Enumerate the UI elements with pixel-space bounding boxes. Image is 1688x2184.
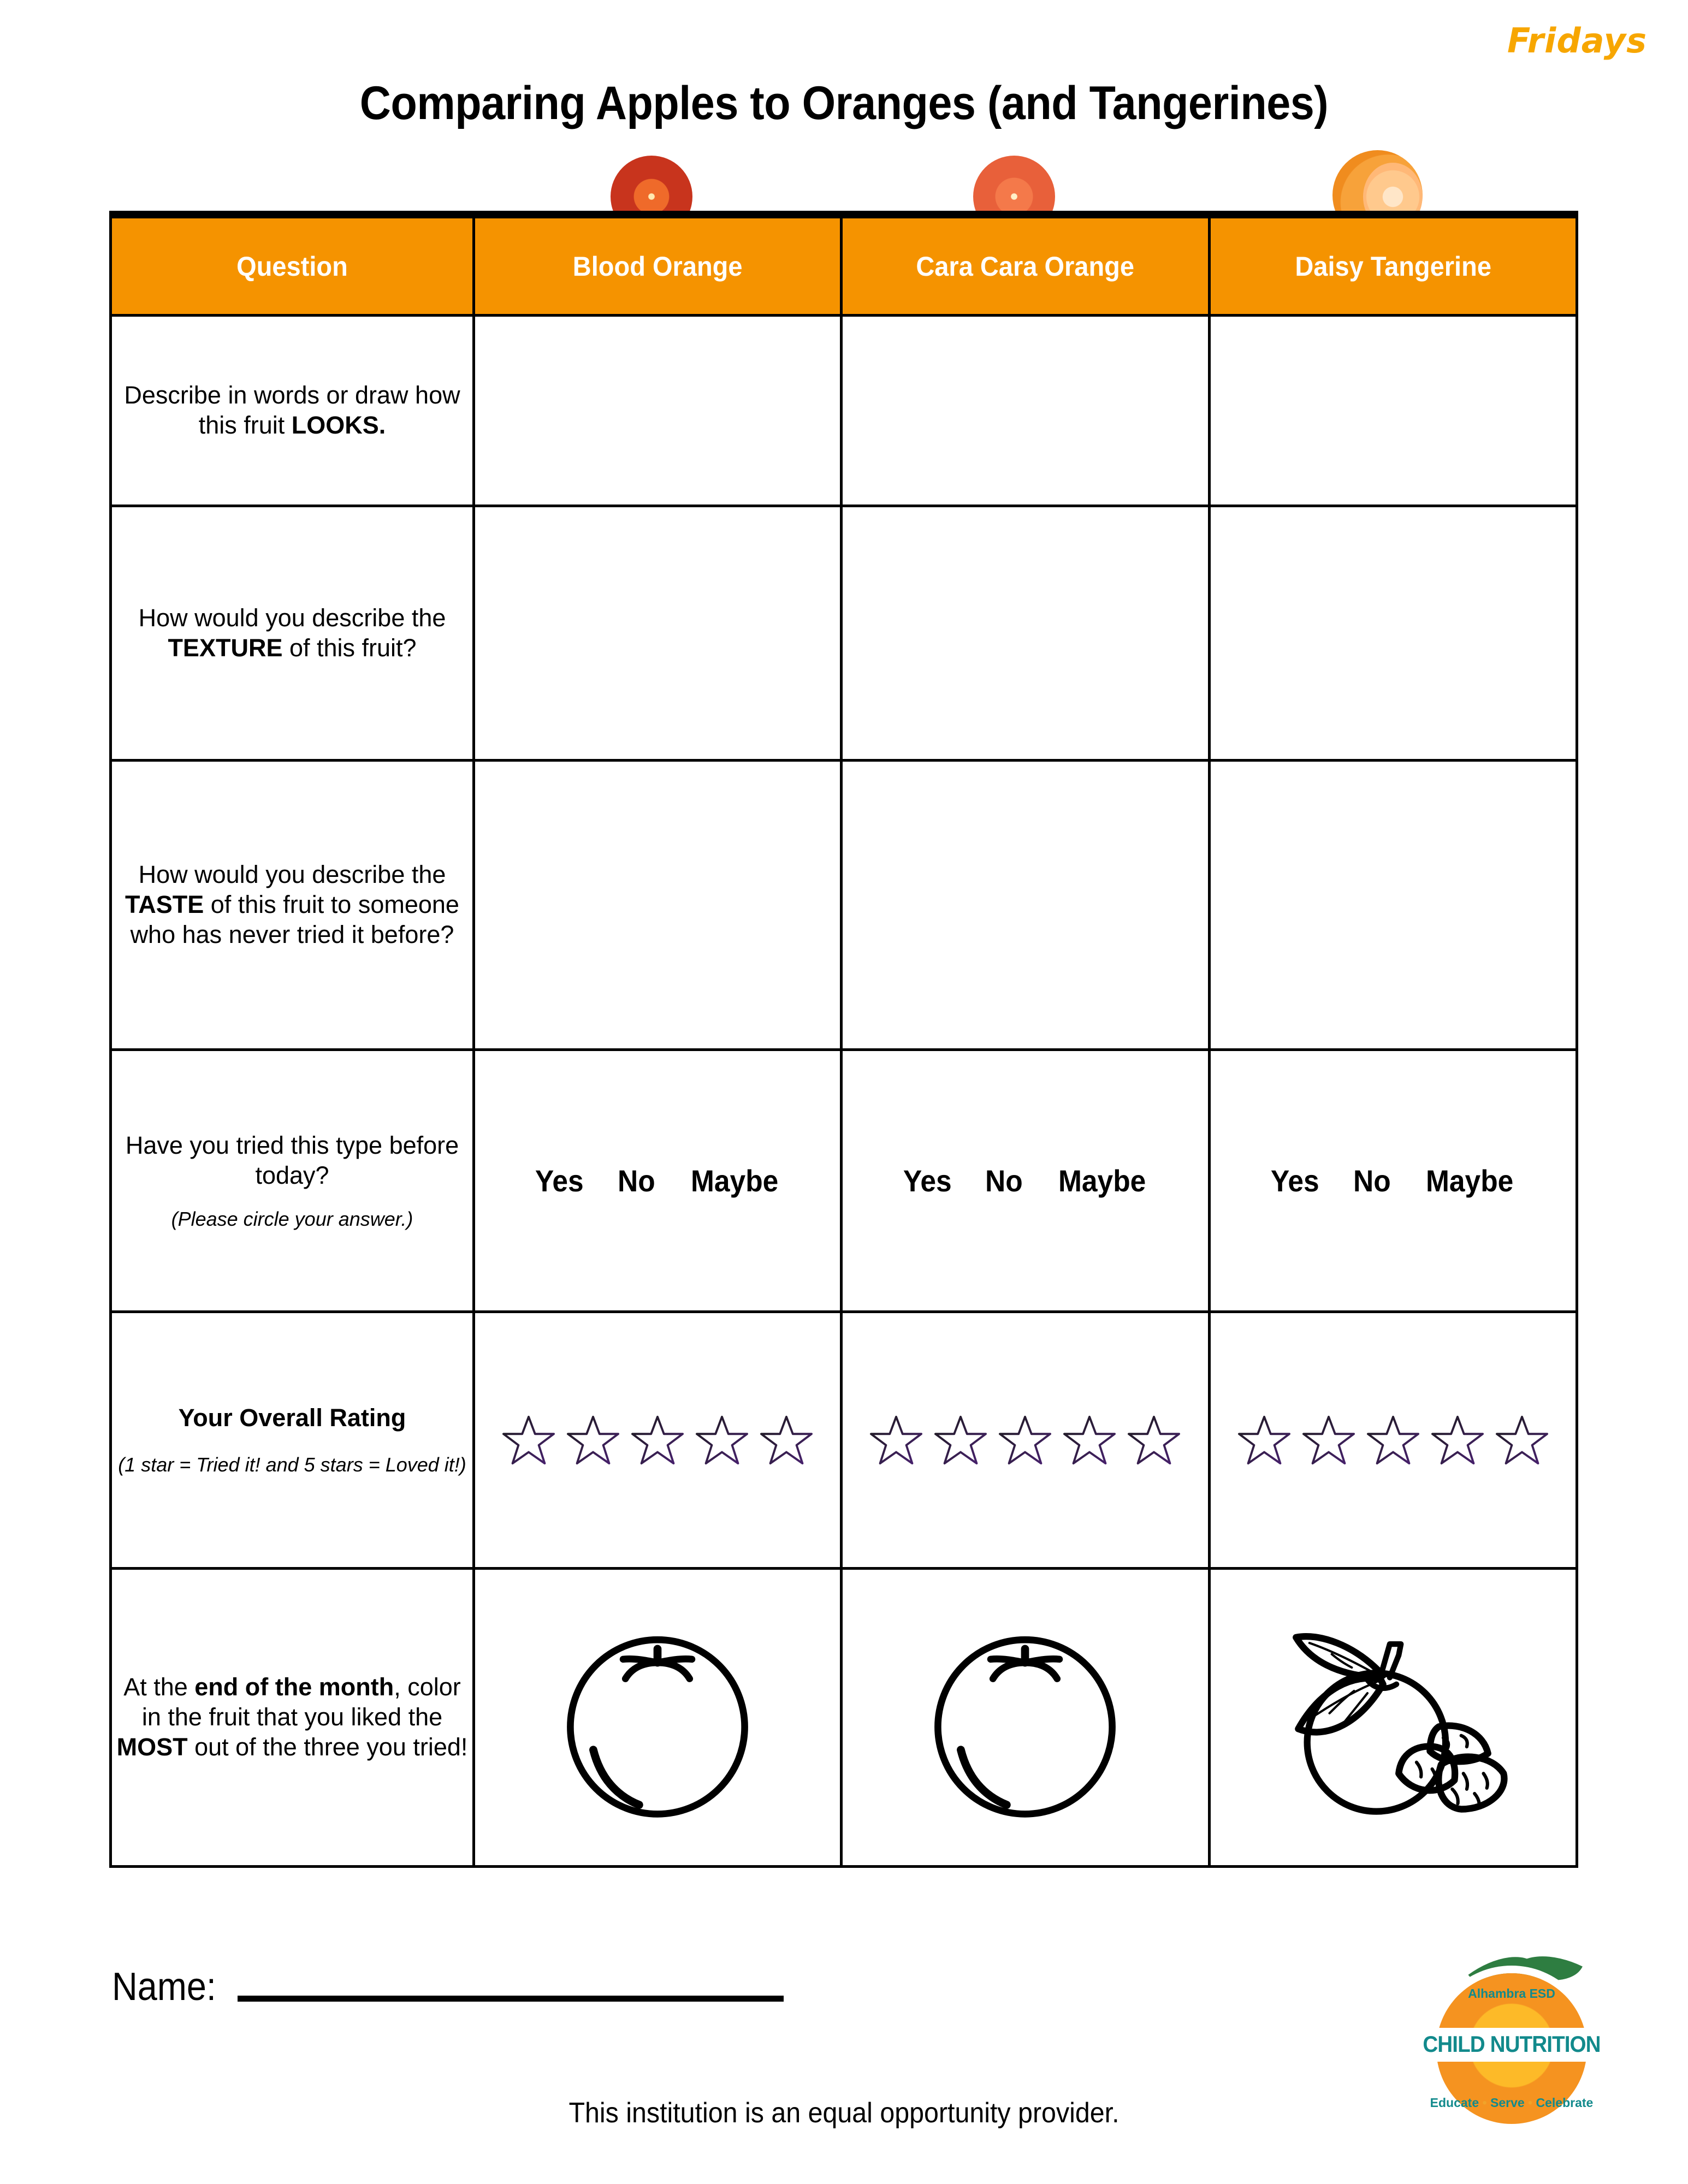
table-row-texture <box>111 506 1577 761</box>
logo-tagline: Educate • Serve • Celebrate <box>1430 2096 1594 2110</box>
choice-group-cara-cara-orange <box>843 1163 1207 1198</box>
star-outline-icon[interactable] <box>694 1414 750 1467</box>
answer-rating-cara-cara-orange[interactable] <box>842 1312 1209 1569</box>
orange-outline-drawing <box>475 1603 840 1832</box>
answer-looks-daisy-tangerine[interactable] <box>1209 316 1577 506</box>
table-header-row <box>111 215 1577 316</box>
column-header-daisy-tangerine: Daisy Tangerine <box>1209 215 1577 316</box>
star-outline-icon[interactable] <box>997 1414 1053 1467</box>
table-row-color-favorite <box>111 1569 1577 1867</box>
answer-taste-blood-orange[interactable] <box>474 761 842 1050</box>
logo-tagline-serve: Serve <box>1490 2096 1525 2110</box>
answer-tried-before-daisy-tangerine[interactable] <box>1209 1050 1577 1312</box>
choice-yes[interactable]: Yes <box>1270 1164 1319 1198</box>
answer-rating-blood-orange[interactable] <box>474 1312 842 1569</box>
logo-district-label: Alhambra ESD <box>1468 1986 1555 2001</box>
question-overall-rating-text: Your Overall Rating <box>178 1404 406 1432</box>
column-header-cara-cara-orange: Cara Cara Orange <box>842 215 1209 316</box>
star-outline-icon[interactable] <box>1301 1414 1357 1467</box>
answer-tried-before-cara-cara-orange[interactable] <box>842 1050 1209 1312</box>
answer-looks-cara-cara-orange[interactable] <box>842 316 1209 506</box>
answer-color-daisy-tangerine[interactable] <box>1209 1569 1577 1867</box>
choice-no[interactable]: No <box>617 1164 655 1198</box>
star-outline-icon[interactable] <box>1126 1414 1182 1467</box>
choice-group-daisy-tangerine <box>1211 1163 1576 1198</box>
question-tried-before-note: (Please circle your answer.) <box>171 1207 413 1230</box>
answer-color-blood-orange[interactable] <box>474 1569 842 1867</box>
column-header-blood-orange: Blood Orange <box>474 215 842 316</box>
question-overall-rating-note: (1 star = Tried it! and 5 stars = Loved it!) <box>118 1453 466 1476</box>
star-outline-icon[interactable] <box>1430 1414 1485 1467</box>
star-outline-icon[interactable] <box>1365 1414 1421 1467</box>
fridays-brand-label: Fridays <box>1507 21 1647 61</box>
name-field-row <box>112 1965 784 2009</box>
answer-taste-cara-cara-orange[interactable] <box>842 761 1209 1050</box>
logo-tagline-celebrate: Celebrate <box>1536 2096 1594 2110</box>
question-looks: Describe in words or draw how this fruit LOOKS. <box>111 316 474 506</box>
star-outline-icon[interactable] <box>933 1414 988 1467</box>
choice-maybe[interactable]: Maybe <box>690 1164 778 1198</box>
answer-color-cara-cara-orange[interactable] <box>842 1569 1209 1867</box>
answer-tried-before-blood-orange[interactable] <box>474 1050 842 1312</box>
question-overall-rating <box>111 1312 474 1569</box>
table-row-looks <box>111 316 1577 506</box>
comparison-table <box>109 211 1578 1868</box>
orange-outline-drawing <box>843 1603 1207 1832</box>
star-outline-icon[interactable] <box>1236 1414 1292 1467</box>
answer-rating-daisy-tangerine[interactable] <box>1209 1312 1577 1569</box>
star-outline-icon[interactable] <box>501 1414 556 1467</box>
choice-group-blood-orange <box>475 1163 840 1198</box>
name-input-line[interactable] <box>238 1996 784 2002</box>
choice-maybe[interactable]: Maybe <box>1058 1164 1146 1198</box>
star-outline-icon[interactable] <box>630 1414 685 1467</box>
child-nutrition-logo <box>1413 1939 1610 2136</box>
table-row-overall-rating <box>111 1312 1577 1569</box>
logo-name-label: CHILD NUTRITION <box>1423 2031 1601 2057</box>
table-row-taste <box>111 761 1577 1050</box>
question-taste: How would you describe the TASTE of this fruit to someone who has never tried it before? <box>111 761 474 1050</box>
tangerine-with-segments-outline-drawing <box>1211 1603 1576 1832</box>
star-outline-icon[interactable] <box>1494 1414 1550 1467</box>
table-row-tried-before <box>111 1050 1577 1312</box>
answer-taste-daisy-tangerine[interactable] <box>1209 761 1577 1050</box>
choice-no[interactable]: No <box>1353 1164 1391 1198</box>
answer-texture-daisy-tangerine[interactable] <box>1209 506 1577 761</box>
choice-maybe[interactable]: Maybe <box>1426 1164 1514 1198</box>
answer-looks-blood-orange[interactable] <box>474 316 842 506</box>
star-rating-daisy-tangerine <box>1211 1414 1576 1467</box>
name-label: Name: <box>112 1965 216 2009</box>
answer-texture-cara-cara-orange[interactable] <box>842 506 1209 761</box>
answer-texture-blood-orange[interactable] <box>474 506 842 761</box>
column-header-question: Question <box>111 215 474 316</box>
star-rating-cara-cara-orange <box>843 1414 1207 1467</box>
question-texture: How would you describe the TEXTURE of this fruit? <box>111 506 474 761</box>
star-outline-icon[interactable] <box>565 1414 621 1467</box>
star-rating-blood-orange <box>475 1414 840 1467</box>
star-outline-icon[interactable] <box>868 1414 924 1467</box>
question-tried-before <box>111 1050 474 1312</box>
equal-opportunity-statement: This institution is an equal opportunity provider. <box>568 2097 1120 2129</box>
choice-yes[interactable]: Yes <box>903 1164 952 1198</box>
logo-tagline-educate: Educate <box>1430 2096 1479 2110</box>
page-title: Comparing Apples to Oranges (and Tangerines) <box>359 77 1329 129</box>
choice-yes[interactable]: Yes <box>535 1164 584 1198</box>
star-outline-icon[interactable] <box>759 1414 814 1467</box>
question-color-favorite: At the end of the month, color in the fruit that you liked the MOST out of the three you tried! <box>111 1569 474 1867</box>
question-tried-before-text: Have you tried this type before today? <box>125 1131 459 1189</box>
star-outline-icon[interactable] <box>1062 1414 1117 1467</box>
choice-no[interactable]: No <box>985 1164 1023 1198</box>
